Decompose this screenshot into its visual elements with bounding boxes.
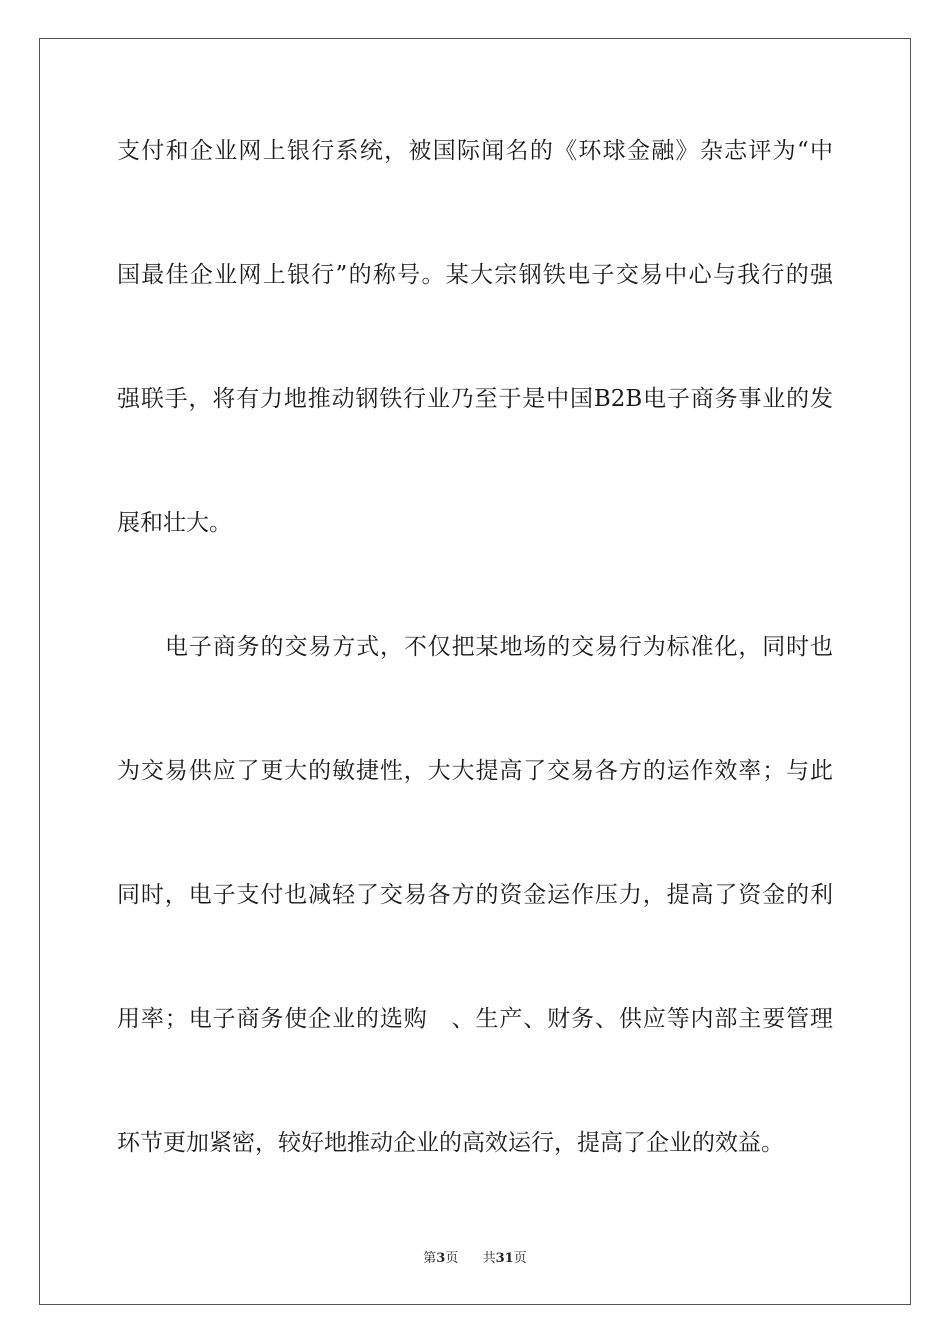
text-line: 支付和企业网上银行系统，被国际闻名的《环球金融》杂志评为“中 bbox=[117, 138, 833, 164]
text-line: 国最佳企业网上银行”的称号。某大宗钢铁电子交易中心与我行的强 bbox=[117, 262, 833, 288]
total-page-number: 31 bbox=[495, 1251, 514, 1266]
text-line: 强联手，将有力地推动钢铁行业乃至于是中国B2B电子商务事业的发 bbox=[117, 386, 833, 412]
page-border bbox=[39, 38, 911, 1305]
text-line: 电子商务的交易方式，不仅把某地场的交易行为标准化，同时也 bbox=[165, 634, 833, 660]
text-line: 用率；电子商务使企业的选购 、生产、财务、供应等内部主要管理 bbox=[117, 1006, 833, 1032]
text-line: 同时，电子支付也减轻了交易各方的资金运作压力，提高了资金的利 bbox=[117, 882, 833, 908]
current-page-number: 3 bbox=[436, 1251, 446, 1266]
text-line: 展和壮大。 bbox=[117, 510, 232, 536]
text-line: 为交易供应了更大的敏捷性，大大提高了交易各方的运作效率；与此 bbox=[117, 758, 833, 784]
page-footer bbox=[0, 1247, 950, 1266]
text-line: 环节更加紧密，较好地推动企业的高效运行，提高了企业的效益。 bbox=[117, 1130, 784, 1156]
page-label: 第3页 bbox=[423, 1251, 459, 1266]
total-pages-label: 共31页 bbox=[482, 1251, 527, 1266]
